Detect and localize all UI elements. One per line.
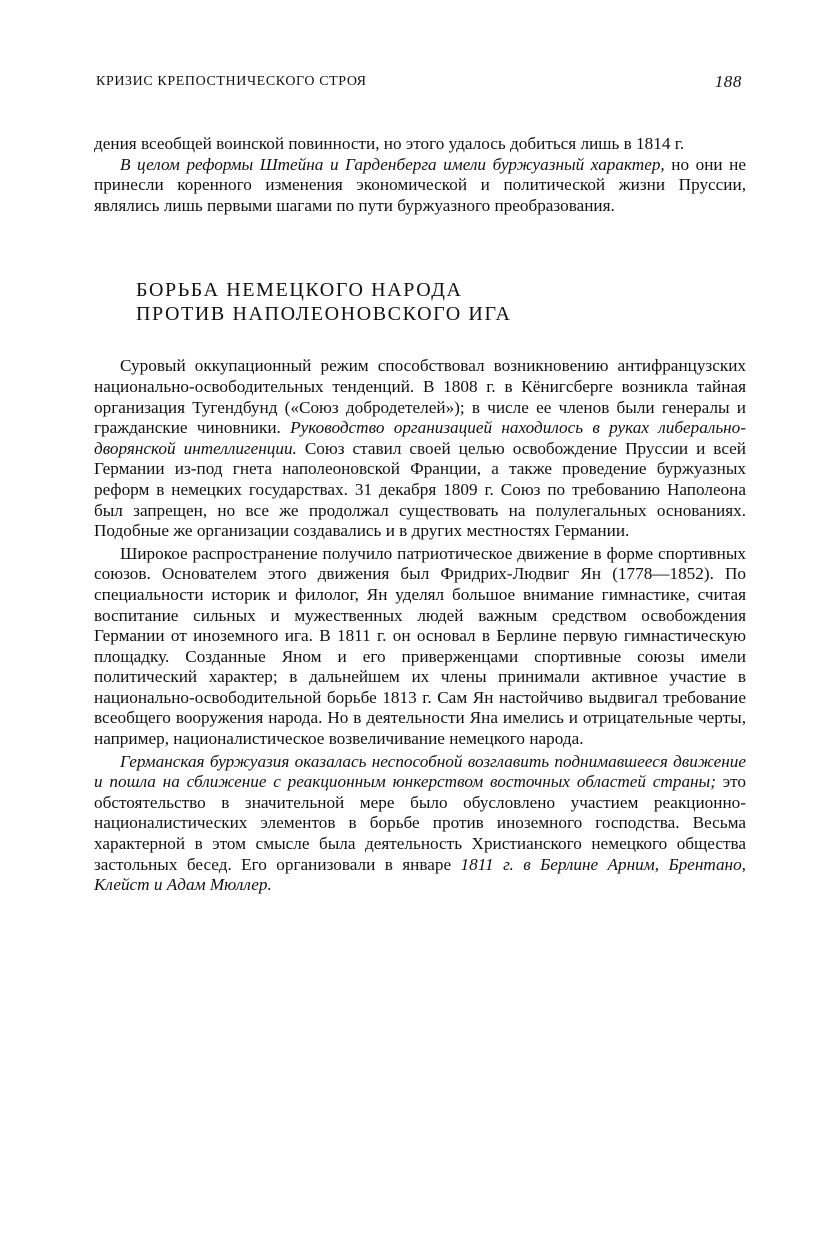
paragraph-gymnastics xyxy=(94,544,746,750)
paragraph-occupation-text-1: Суровый оккупационный режим способствовал возникновению антифранцузских национально-освободительных тенденций. В 1808 г. в Кёнигсберге возникла тайная организация Тугендбунд («Союз добродетелей»); в числе ее членов были генералы и гражданские чиновники. xyxy=(94,356,746,438)
paragraph-reforms-italic: В целом реформы Штейна и Гарденберга имели буржуазный характер, xyxy=(120,154,665,174)
paragraph-occupation xyxy=(94,356,746,541)
paragraph-bourgeoisie-italic: Германская буржуазия оказалась неспособной возглавить поднимавшееся движение и пошла на сближение с реакционным юнкерством восточных областей страны; xyxy=(94,751,746,792)
book-page xyxy=(94,62,746,896)
section-heading xyxy=(136,278,746,326)
section-heading-line2: ПРОТИВ НАПОЛЕОНОВСКОГО ИГА xyxy=(136,303,512,326)
page-number: 188 xyxy=(714,72,742,91)
paragraph-bourgeoisie xyxy=(94,752,746,896)
paragraph-continuation xyxy=(94,134,746,155)
paragraph-occupation-text-2: Союз ставил своей целью освобождение Пруссии и всей Германии из-под гнета наполеоновской Франции, а также проведение буржуазных реформ в немецких государствах. 31 декабря 1809 г. Союз по требованию Наполеона был запрещен, но все же продолжал существовать на полулегальных основаниях. Подобные же организации создавались и в других местностях Германии. xyxy=(94,438,746,541)
paragraph-continuation-text: дения всеобщей воинской повинности, но этого удалось добиться лишь в 1814 г. xyxy=(94,134,685,153)
running-head xyxy=(94,62,746,90)
running-title: КРИЗИС КРЕПОСТНИЧЕСКОГО СТРОЯ xyxy=(96,74,367,89)
paragraph-gymnastics-text: Широкое распространение получило патриотическое движение в форме спортивных союзов. Основателем этого движения был Фридрих-Людвиг Ян (1778—1852). По специальности историк и филолог, Ян уделял большое внимание гимнастике, считая воспитание сильных и мужественных людей важным средством освобождения Германии от иноземного ига. В 1811 г. он основал в Берлине первую гимнастическую площадку. Созданные Яном и его приверженцами спортивные союзы имели политический характер; в дальнейшем их члены принимали активное участие в национально-освободительной борьбе 1813 г. Сам Ян настойчиво выдвигал требование всеобщего вооружения народа. Но в деятельности Яна имелись и отрицательные черты, например, националистическое возвеличивание немецкого народа. xyxy=(94,543,746,749)
paragraph-occupation-italic: Руководство организацией находилось в руках либерально-дворянской интеллигенции. xyxy=(94,418,747,458)
paragraph-bourgeoisie-text: это обстоятельство в значительной мере было обусловлено участием реакционно-националистических элементов в борьбе против иноземного господства. Весьма характерной в этом смысле была деятельность Христианского немецкого общества застольных бесед. Его организовали в январе xyxy=(94,772,747,874)
paragraph-reforms xyxy=(94,155,746,217)
paragraph-reforms-text: но они не принесли коренного изменения экономической и политической жизни Пруссии, являлись лишь первыми шагами по пути буржуазного преобразования. xyxy=(94,154,747,215)
section-heading-line1: БОРЬБА НЕМЕЦКОГО НАРОДА xyxy=(136,279,463,302)
paragraph-bourgeoisie-italic-2: 1811 г. в Берлине Арним, Брентано, Клейст и Адам Мюллер. xyxy=(94,854,746,895)
